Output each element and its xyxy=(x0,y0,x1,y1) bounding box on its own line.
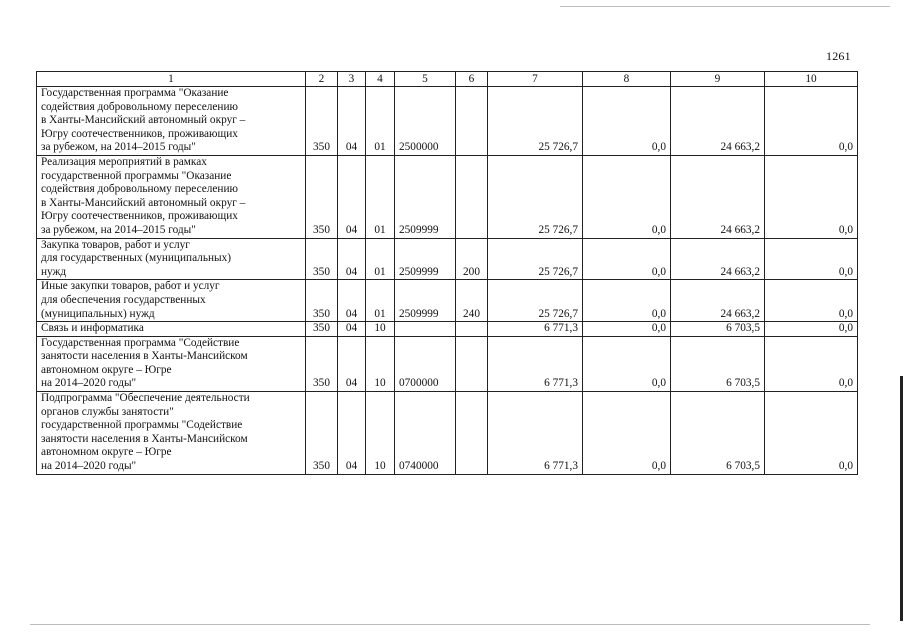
cell-expense-type: 200 xyxy=(456,238,488,280)
column-header-3: 3 xyxy=(338,72,366,87)
cell-admin-code: 350 xyxy=(306,392,338,475)
column-header-5: 5 xyxy=(395,72,456,87)
cell-target-article: 2509999 xyxy=(395,280,456,322)
row-name: Закупка товаров, работ и услуг для государственных (муниципальных) нужд xyxy=(37,238,306,280)
cell-section: 04 xyxy=(338,155,366,238)
cell-subsection: 01 xyxy=(366,238,395,280)
cell-amount-10: 0,0 xyxy=(765,336,858,391)
cell-section: 04 xyxy=(338,392,366,475)
cell-amount-10: 0,0 xyxy=(765,392,858,475)
table-row xyxy=(37,336,858,391)
row-name: Иные закупки товаров, работ и услуг для обеспечения государственных (муниципальных) нужд xyxy=(37,280,306,322)
cell-expense-type xyxy=(456,87,488,156)
scan-artifact-top xyxy=(560,6,890,7)
column-header-10: 10 xyxy=(765,72,858,87)
row-name: Государственная программа "Содействие занятости населения в Ханты-Мансийском автономном округе – Югре на 2014–2020 годы" xyxy=(37,336,306,391)
cell-section: 04 xyxy=(338,280,366,322)
cell-amount-7: 25 726,7 xyxy=(488,155,583,238)
cell-amount-7: 6 771,3 xyxy=(488,336,583,391)
column-header-6: 6 xyxy=(456,72,488,87)
cell-amount-10: 0,0 xyxy=(765,280,858,322)
cell-amount-10: 0,0 xyxy=(765,87,858,156)
cell-expense-type xyxy=(456,392,488,475)
cell-admin-code: 350 xyxy=(306,280,338,322)
cell-amount-7: 25 726,7 xyxy=(488,280,583,322)
cell-amount-9: 6 703,5 xyxy=(671,322,765,337)
cell-admin-code: 350 xyxy=(306,87,338,156)
cell-subsection: 01 xyxy=(366,155,395,238)
cell-amount-8: 0,0 xyxy=(583,322,671,337)
cell-target-article: 2509999 xyxy=(395,155,456,238)
row-name: Связь и информатика xyxy=(37,322,306,337)
cell-expense-type xyxy=(456,322,488,337)
table-row xyxy=(37,238,858,280)
cell-amount-7: 6 771,3 xyxy=(488,392,583,475)
cell-expense-type xyxy=(456,336,488,391)
cell-amount-9: 24 663,2 xyxy=(671,87,765,156)
page-number: 1261 xyxy=(826,49,851,63)
cell-admin-code: 350 xyxy=(306,336,338,391)
cell-amount-8: 0,0 xyxy=(583,238,671,280)
cell-admin-code: 350 xyxy=(306,155,338,238)
cell-amount-10: 0,0 xyxy=(765,322,858,337)
table-row xyxy=(37,87,858,156)
cell-subsection: 10 xyxy=(366,322,395,337)
cell-section: 04 xyxy=(338,238,366,280)
cell-amount-7: 25 726,7 xyxy=(488,238,583,280)
cell-target-article: 2509999 xyxy=(395,238,456,280)
cell-amount-8: 0,0 xyxy=(583,155,671,238)
cell-amount-9: 6 703,5 xyxy=(671,392,765,475)
cell-target-article: 0700000 xyxy=(395,336,456,391)
cell-section: 04 xyxy=(338,322,366,337)
cell-amount-7: 25 726,7 xyxy=(488,87,583,156)
scan-artifact-right-edge xyxy=(900,376,903,621)
cell-amount-8: 0,0 xyxy=(583,280,671,322)
cell-target-article: 0740000 xyxy=(395,392,456,475)
cell-amount-8: 0,0 xyxy=(583,336,671,391)
header-row xyxy=(37,72,858,87)
cell-expense-type: 240 xyxy=(456,280,488,322)
cell-section: 04 xyxy=(338,87,366,156)
cell-amount-10: 0,0 xyxy=(765,238,858,280)
column-header-2: 2 xyxy=(306,72,338,87)
cell-expense-type xyxy=(456,155,488,238)
column-header-9: 9 xyxy=(671,72,765,87)
table-row xyxy=(37,155,858,238)
cell-amount-9: 6 703,5 xyxy=(671,336,765,391)
table-row xyxy=(37,392,858,475)
column-header-7: 7 xyxy=(488,72,583,87)
cell-target-article: 2500000 xyxy=(395,87,456,156)
column-header-4: 4 xyxy=(366,72,395,87)
cell-amount-9: 24 663,2 xyxy=(671,238,765,280)
cell-target-article xyxy=(395,322,456,337)
table-row xyxy=(37,280,858,322)
cell-subsection: 10 xyxy=(366,336,395,391)
cell-amount-9: 24 663,2 xyxy=(671,280,765,322)
column-header-8: 8 xyxy=(583,72,671,87)
cell-subsection: 01 xyxy=(366,280,395,322)
cell-amount-8: 0,0 xyxy=(583,392,671,475)
row-name: Реализация мероприятий в рамках государственной программы "Оказание содействия добровольному переселению в Ханты-Мансийский автономный округ – Югру соотечественников, проживающих за рубежом, на 2014–2015 годы" xyxy=(37,155,306,238)
column-header-1: 1 xyxy=(37,72,306,87)
cell-subsection: 10 xyxy=(366,392,395,475)
cell-section: 04 xyxy=(338,336,366,391)
cell-amount-10: 0,0 xyxy=(765,155,858,238)
cell-admin-code: 350 xyxy=(306,238,338,280)
cell-amount-9: 24 663,2 xyxy=(671,155,765,238)
table-row xyxy=(37,322,858,337)
row-name: Государственная программа "Оказание содействия добровольному переселению в Ханты-Мансийский автономный округ – Югру соотечественников, проживающих за рубежом, на 2014–2015 годы" xyxy=(37,87,306,156)
cell-amount-8: 0,0 xyxy=(583,87,671,156)
cell-amount-7: 6 771,3 xyxy=(488,322,583,337)
cell-subsection: 01 xyxy=(366,87,395,156)
row-name: Подпрограмма "Обеспечение деятельности органов службы занятости" государственной программы "Содействие занятости населения в Ханты-Мансийском автономном округе – Югре на 2014–2020 годы" xyxy=(37,392,306,475)
budget-table xyxy=(36,71,858,475)
scan-artifact-bottom xyxy=(30,624,870,625)
cell-admin-code: 350 xyxy=(306,322,338,337)
